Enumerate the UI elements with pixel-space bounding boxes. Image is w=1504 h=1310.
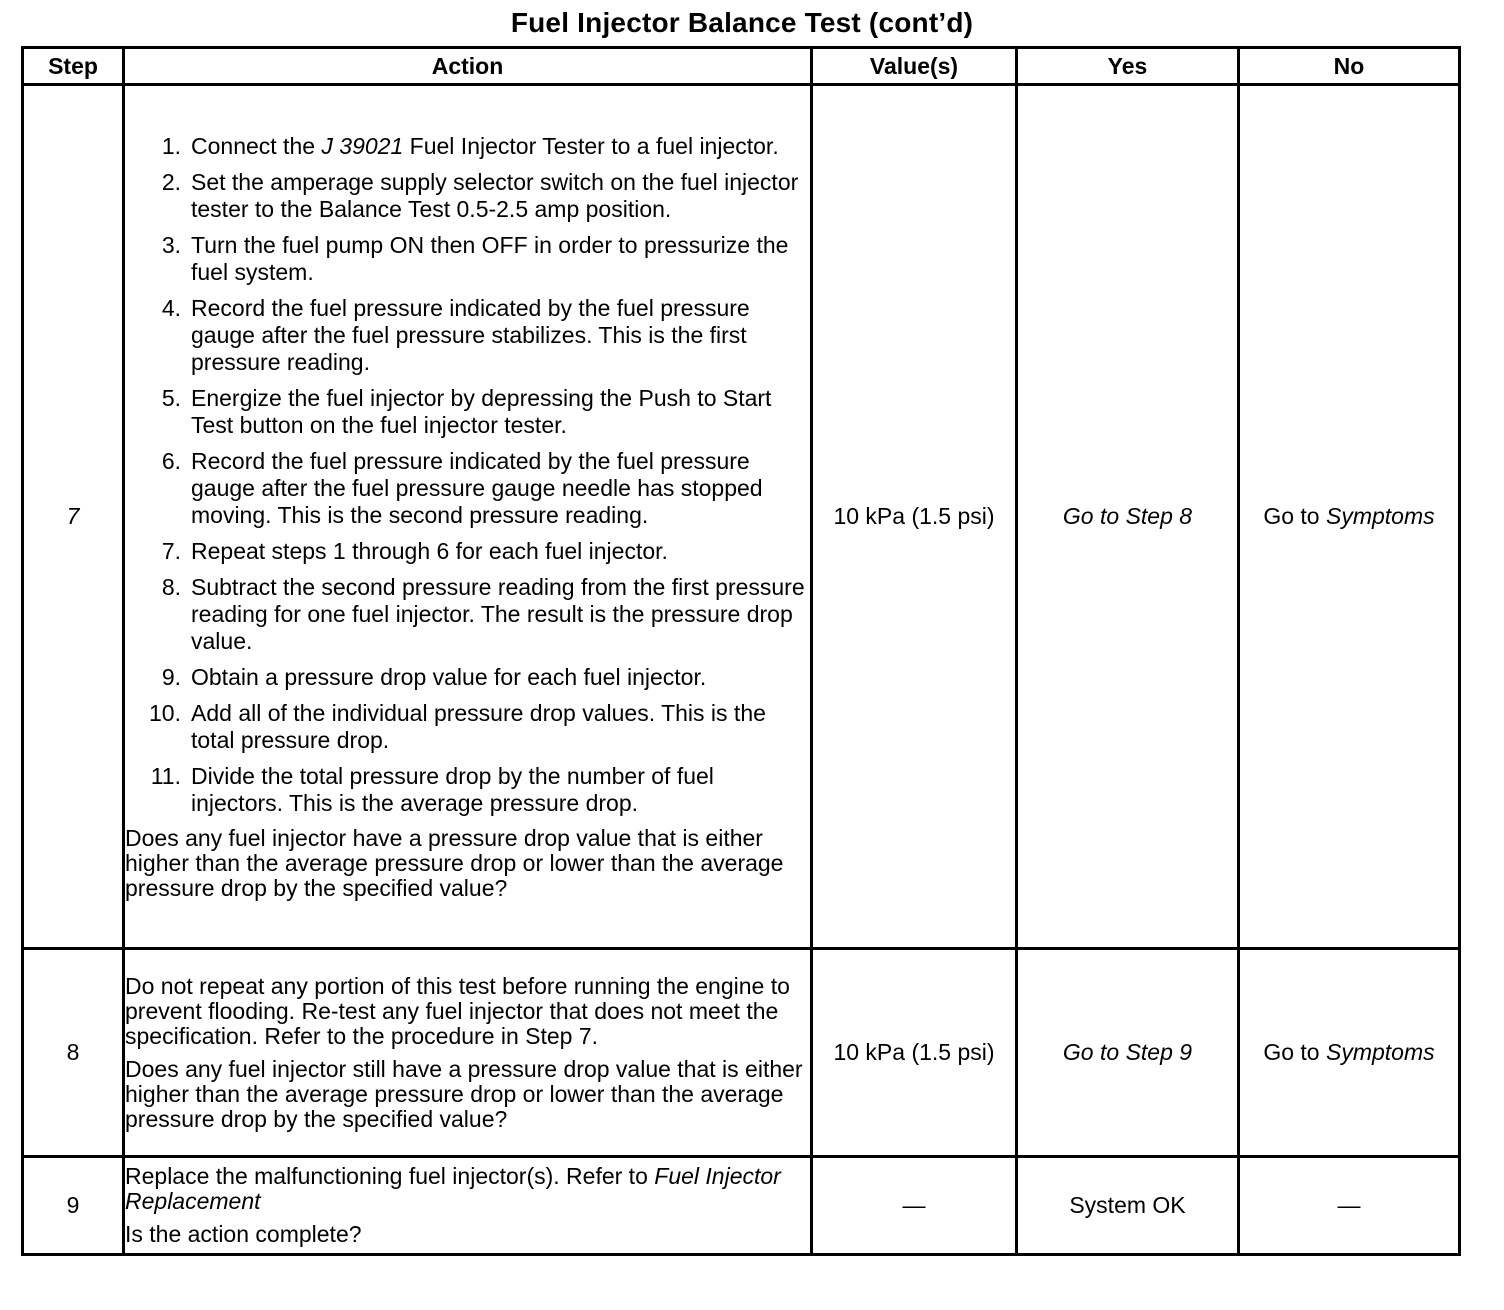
- value-cell: 10 kPa (1.5 psi): [812, 85, 1017, 949]
- list-item-number: 2.: [161, 168, 181, 195]
- list-item-number: 7.: [161, 537, 181, 564]
- no-cell: —: [1239, 1157, 1460, 1255]
- list-item-text: Energize the fuel injector by depressing the Push to Start Test button on the fuel injector tester.: [191, 384, 772, 438]
- yes-cell: System OK: [1017, 1157, 1239, 1255]
- list-item: [125, 295, 810, 376]
- list-item-number: 3.: [161, 231, 181, 258]
- list-item-text: Turn the fuel pump ON then OFF in order to pressurize the fuel system.: [191, 231, 789, 285]
- no-link-prefix: Go to: [1263, 503, 1326, 529]
- list-item-text: Record the fuel pressure indicated by the fuel pressure gauge after the fuel pressure stabilizes. This is the first pressure reading.: [191, 294, 750, 375]
- list-item: [125, 664, 810, 691]
- list-item-number: 11.: [150, 762, 181, 789]
- action-cell: [124, 85, 812, 949]
- table-row-step-9: [23, 1157, 1460, 1255]
- yes-link-text: Go to Step 8: [1062, 503, 1193, 529]
- no-link-text: Symptoms: [1326, 1039, 1435, 1065]
- list-item-number: 8.: [161, 573, 181, 600]
- list-item-text: Subtract the second pressure reading from the first pressure reading for one fuel injector. The result is the pressure drop value.: [191, 573, 805, 654]
- header-row: [23, 48, 1460, 85]
- list-item-text: Add all of the individual pressure drop values. This is the total pressure drop.: [191, 699, 766, 753]
- list-item: [125, 700, 810, 754]
- question-text: Does any fuel injector have a pressure drop value that is either higher than the average pressure drop or lower than the average pressure drop by the specified value?: [125, 824, 784, 901]
- header-values: Value(s): [812, 48, 1017, 85]
- test-table: [21, 46, 1461, 1256]
- header-action: Action: [124, 48, 812, 85]
- list-item: [125, 133, 810, 160]
- list-item: [125, 232, 810, 286]
- list-item-text: Repeat steps 1 through 6 for each fuel injector.: [191, 537, 668, 564]
- table-row-step-7: [23, 85, 1460, 949]
- list-item-number: 5.: [161, 384, 181, 411]
- list-item-number: 6.: [161, 447, 181, 474]
- step-number: 9: [23, 1157, 124, 1255]
- yes-link-text: Go to Step 9: [1062, 1039, 1193, 1065]
- procedure-list: [125, 133, 810, 817]
- table-row-step-8: [23, 949, 1460, 1157]
- list-item-text: Connect the J 39021 Fuel Injector Tester to a fuel injector.: [191, 132, 779, 159]
- list-item-text: Set the amperage supply selector switch on the fuel injector tester to the Balance Test 0.5-2.5 amp position.: [191, 168, 799, 222]
- tool-name: J 39021: [321, 132, 404, 159]
- action-cell: [124, 1157, 812, 1255]
- instruction-text: Do not repeat any portion of this test before running the engine to prevent flooding. Re-test any fuel injector that does not meet the specification. Refer to the procedure in Step 7.: [125, 972, 790, 1049]
- yes-cell: [1017, 85, 1239, 949]
- no-link-text: Symptoms: [1326, 503, 1435, 529]
- yes-cell: [1017, 949, 1239, 1157]
- header-step: Step: [23, 48, 124, 85]
- list-item: [125, 574, 810, 655]
- list-item-text: Obtain a pressure drop value for each fuel injector.: [191, 663, 707, 690]
- no-cell: [1239, 85, 1460, 949]
- value-cell: 10 kPa (1.5 psi): [812, 949, 1017, 1157]
- action-cell: [124, 949, 812, 1157]
- list-item-number: 1.: [161, 132, 181, 159]
- page-title: Fuel Injector Balance Test (cont’d): [510, 7, 974, 38]
- header-no: No: [1239, 48, 1460, 85]
- question-text: Does any fuel injector still have a pressure drop value that is either higher than the average pressure drop or lower than the average pressure drop by the specified value?: [125, 1055, 803, 1132]
- list-item-number: 9.: [161, 663, 181, 690]
- list-item: [125, 763, 810, 817]
- list-item: [125, 169, 810, 223]
- list-item: [125, 448, 810, 529]
- list-item-number: 10.: [149, 699, 181, 726]
- list-item-text: Record the fuel pressure indicated by the fuel pressure gauge after the fuel pressure gauge needle has stopped moving. This is the second pressure reading.: [191, 447, 763, 528]
- list-item: [125, 385, 810, 439]
- no-cell: [1239, 949, 1460, 1157]
- header-yes: Yes: [1017, 48, 1239, 85]
- list-item-number: 4.: [161, 294, 181, 321]
- list-item-text: Divide the total pressure drop by the number of fuel injectors. This is the average pressure drop.: [191, 762, 714, 816]
- question-text: Is the action complete?: [125, 1221, 362, 1247]
- no-link-prefix: Go to: [1263, 1039, 1326, 1065]
- value-cell: —: [812, 1157, 1017, 1255]
- step-number: 7: [23, 85, 124, 949]
- instruction-text: Replace the malfunctioning fuel injector(s). Refer to Fuel Injector Replacement: [125, 1163, 781, 1214]
- list-item: [125, 538, 810, 565]
- reference-title: Fuel Injector Replacement: [125, 1163, 781, 1214]
- step-number: 8: [23, 949, 124, 1157]
